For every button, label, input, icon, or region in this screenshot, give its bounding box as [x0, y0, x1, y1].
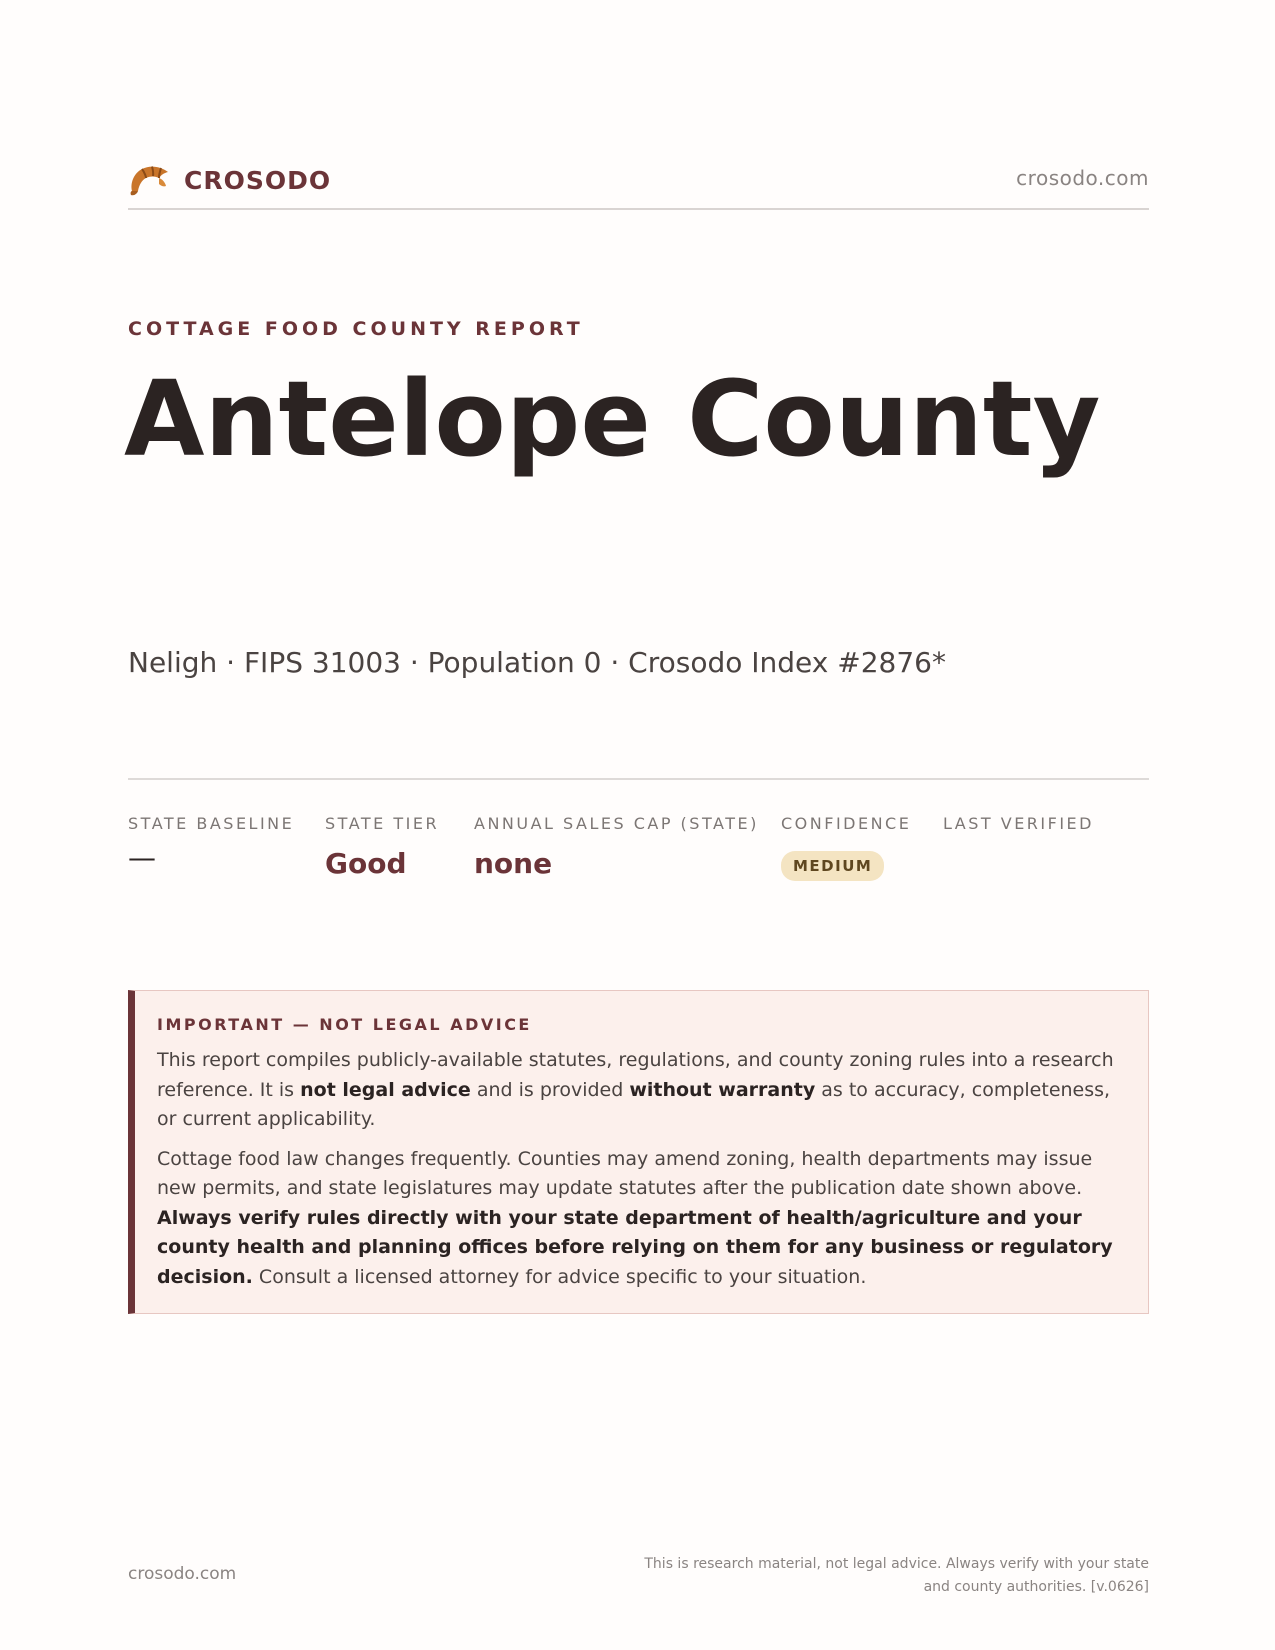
page-title: Antelope County [124, 358, 1101, 480]
stat-label: LAST VERIFIED [943, 814, 1094, 833]
notice-emphasis: without warranty [629, 1078, 816, 1101]
croissant-icon [128, 161, 172, 199]
stat-label: CONFIDENCE [781, 814, 912, 833]
footer-disclaimer [609, 1553, 1149, 1599]
notice-text: Consult a licensed attorney for advice specific to your situation. [252, 1265, 867, 1288]
confidence-badge: MEDIUM [781, 851, 884, 881]
report-eyebrow: COTTAGE FOOD COUNTY REPORT [128, 318, 584, 340]
stat-value: Good [325, 847, 407, 880]
report-page [124, 0, 1149, 1650]
stat-last-verified [943, 814, 1094, 847]
notice-emphasis: Always verify rules directly with your state department of health/agriculture and your county health and planning offices before relying on them for any business or regulatory decision. [157, 1206, 1113, 1288]
stat-confidence [781, 814, 911, 881]
page-header [128, 160, 1149, 210]
notice-text: and is provided [470, 1078, 630, 1101]
stat-state-tier [325, 814, 439, 880]
divider [128, 778, 1149, 780]
brand-name: CROSODO [184, 165, 332, 195]
footer-url[interactable]: crosodo.com [128, 1564, 237, 1584]
stat-label: ANNUAL SALES CAP (STATE) [474, 814, 759, 833]
footer-disclaimer-line: and county authorities. [v.0626] [923, 1579, 1149, 1595]
stat-annual-sales-cap [474, 814, 759, 880]
notice-paragraph-2 [157, 1145, 1122, 1293]
footer-disclaimer-line: This is research material, not legal advice. Always verify with your state [644, 1556, 1149, 1572]
brand[interactable] [128, 160, 331, 200]
notice-text: as to accuracy, completeness, or current applicability. [157, 1078, 1111, 1130]
county-subtitle: Neligh · FIPS 31003 · Population 0 · Crosodo Index #2876* [128, 646, 946, 679]
notice-text: This report compiles publicly-available statutes, regulations, and county zoning rules into a research reference. It is [157, 1049, 1114, 1101]
header-url[interactable]: crosodo.com [1016, 166, 1149, 190]
notice-title: IMPORTANT — NOT LEGAL ADVICE [157, 1015, 532, 1034]
stat-label: STATE TIER [325, 814, 440, 833]
notice-paragraph-1 [157, 1046, 1122, 1135]
stat-state-baseline [128, 814, 294, 874]
stat-value: — [128, 841, 156, 874]
stat-value: none [474, 847, 553, 880]
notice-emphasis: not legal advice [300, 1078, 471, 1101]
legal-notice [128, 990, 1149, 1314]
stat-label: STATE BASELINE [128, 814, 295, 833]
notice-text: Cottage food law changes frequently. Counties may amend zoning, health departments may issue new permits, and state legislatures may update statutes after the publication date shown above. [157, 1147, 1093, 1199]
